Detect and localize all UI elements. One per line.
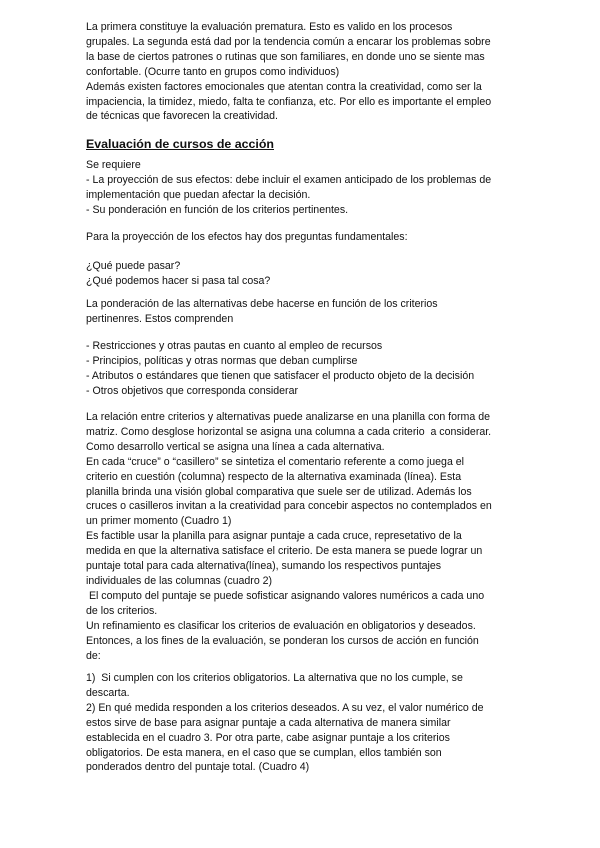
ponderation-line: pertinenres. Estos comprenden bbox=[86, 312, 234, 325]
para1-line: confortable. (Ocurre tanto en grupos como individuos) bbox=[86, 65, 340, 78]
matrix-para-line: individuales de las columnas (cuadro 2) bbox=[86, 574, 273, 587]
ponderation-paragraph bbox=[86, 297, 522, 327]
final-items-line: estos sirve de base para asignar puntaje a cada alternativa de manera similar bbox=[86, 716, 451, 729]
criteria-list bbox=[86, 339, 522, 399]
criteria-list-line: - Restricciones y otras pautas en cuanto al empleo de recursos bbox=[86, 340, 383, 352]
requires-line: - Su ponderación en función de los criterios pertinentes. bbox=[86, 203, 349, 216]
projection-intro-text: Para la proyección de los efectos hay dos preguntas fundamentales: bbox=[86, 231, 408, 243]
para1-line: La primera constituye la evaluación prematura. Esto es valido en los procesos bbox=[86, 21, 453, 33]
para1-line: impaciencia, la timidez, miedo, falta te confianza, etc. Por ello es importante el empleo bbox=[86, 95, 492, 108]
requires-line: - La proyección de sus efectos: debe incluir el examen anticipado de los problemas de bbox=[86, 173, 492, 186]
matrix-para-line: Es factible usar la planilla para asignar puntaje a cada cruce, represetativo de la bbox=[86, 530, 462, 543]
ponderation-line: La ponderación de las alternativas debe hacerse en función de los criterios bbox=[86, 298, 438, 310]
requires-line: Se requiere bbox=[86, 159, 141, 171]
final-items-line: 2) En qué medida responden a los criterios deseados. A su vez, el valor numérico de bbox=[86, 701, 484, 714]
final-items-line: 1) Si cumplen con los criterios obligatorios. La alternativa que no los cumple, se bbox=[86, 672, 463, 684]
matrix-para-line: criterio en cuestión (columna) respecto de la alternativa examinada (línea). Esta bbox=[86, 470, 462, 483]
matrix-para-line: un primer momento (Cuadro 1) bbox=[86, 515, 232, 528]
criteria-list-line: - Principios, políticas y otras normas que deban cumplirse bbox=[86, 354, 358, 367]
matrix-para-line: La relación entre criterios y alternativas puede analizarse en una planilla con forma de bbox=[86, 411, 490, 423]
para1-line: de técnicas que favorecen la creatividad. bbox=[86, 110, 278, 123]
matrix-para-line: Como desarrollo vertical se asigna una línea a cada alternativa. bbox=[86, 440, 385, 453]
projection-intro bbox=[86, 230, 522, 245]
matrix-para-line: matriz. Como desglose horizontal se asigna una columna a cada criterio a considerar. bbox=[86, 425, 492, 438]
final-items-line: ponderados dentro del puntaje total. (Cuadro 4) bbox=[86, 761, 310, 774]
matrix-para-line: Un refinamiento es clasificar los criterios de evaluación en obligatorios y deseados. bbox=[86, 619, 476, 632]
matrix-para-line: de: bbox=[86, 649, 101, 662]
criteria-list-line: - Atributos o estándares que tienen que satisfacer el producto objeto de la decisión bbox=[86, 369, 475, 382]
matrix-para-line: puntaje total para cada alternativa(línea), sumando los respectivos puntajes bbox=[86, 560, 442, 573]
final-items-line: establecida en el cuadro 3. Por otra parte, cabe asignar puntaje a los criterios bbox=[86, 731, 450, 744]
matrix-para-line: En cada “cruce” o “casillero” se sintetiza el comentario referente a como juega el bbox=[86, 455, 465, 468]
intro-paragraph bbox=[86, 20, 522, 124]
para1-line: Además existen factores emocionales que atentan contra la creatividad, como ser la bbox=[86, 80, 482, 93]
section-heading: Evaluación de cursos de acción bbox=[86, 137, 274, 151]
questions-line: ¿Qué puede pasar? bbox=[86, 260, 181, 272]
matrix-paragraph bbox=[86, 410, 522, 663]
matrix-para-line: El computo del puntaje se puede sofisticar asignando valores numéricos a cada uno bbox=[86, 589, 485, 602]
final-items-line: descarta. bbox=[86, 686, 130, 699]
para1-line: grupales. La segunda está dad por la tendencia común a encarar los problemas sobre bbox=[86, 35, 491, 48]
matrix-para-line: cruces o casilleros invitan a la creatividad para concebir aspectos no contemplados en bbox=[86, 500, 492, 513]
questions-line: ¿Qué podemos hacer si pasa tal cosa? bbox=[86, 274, 271, 287]
matrix-para-line: planilla brinda una visión global comparativa que suele ser de utilizad. Además los bbox=[86, 485, 472, 498]
para1-line: la base de ciertos patrones o rutinas que son familiares, en donde uno se siente mas bbox=[86, 50, 485, 63]
questions-list bbox=[86, 259, 522, 289]
matrix-para-line: Entonces, a los fines de la evaluación, se ponderan los cursos de acción en función bbox=[86, 634, 479, 647]
requirements-paragraph bbox=[86, 158, 522, 218]
criteria-list-line: - Otros objetivos que corresponda considerar bbox=[86, 384, 298, 397]
final-items-line: obligatorios. De esta manera, en el caso que se cumplan, ellos también son bbox=[86, 746, 442, 759]
final-items bbox=[86, 671, 522, 775]
matrix-para-line: medida en que la alternativa satisface el criterio. De esta manera se puede lograr un bbox=[86, 545, 483, 558]
matrix-para-line: de los criterios. bbox=[86, 604, 158, 617]
requires-line: implementación que puedan afectar la decisión. bbox=[86, 188, 311, 201]
